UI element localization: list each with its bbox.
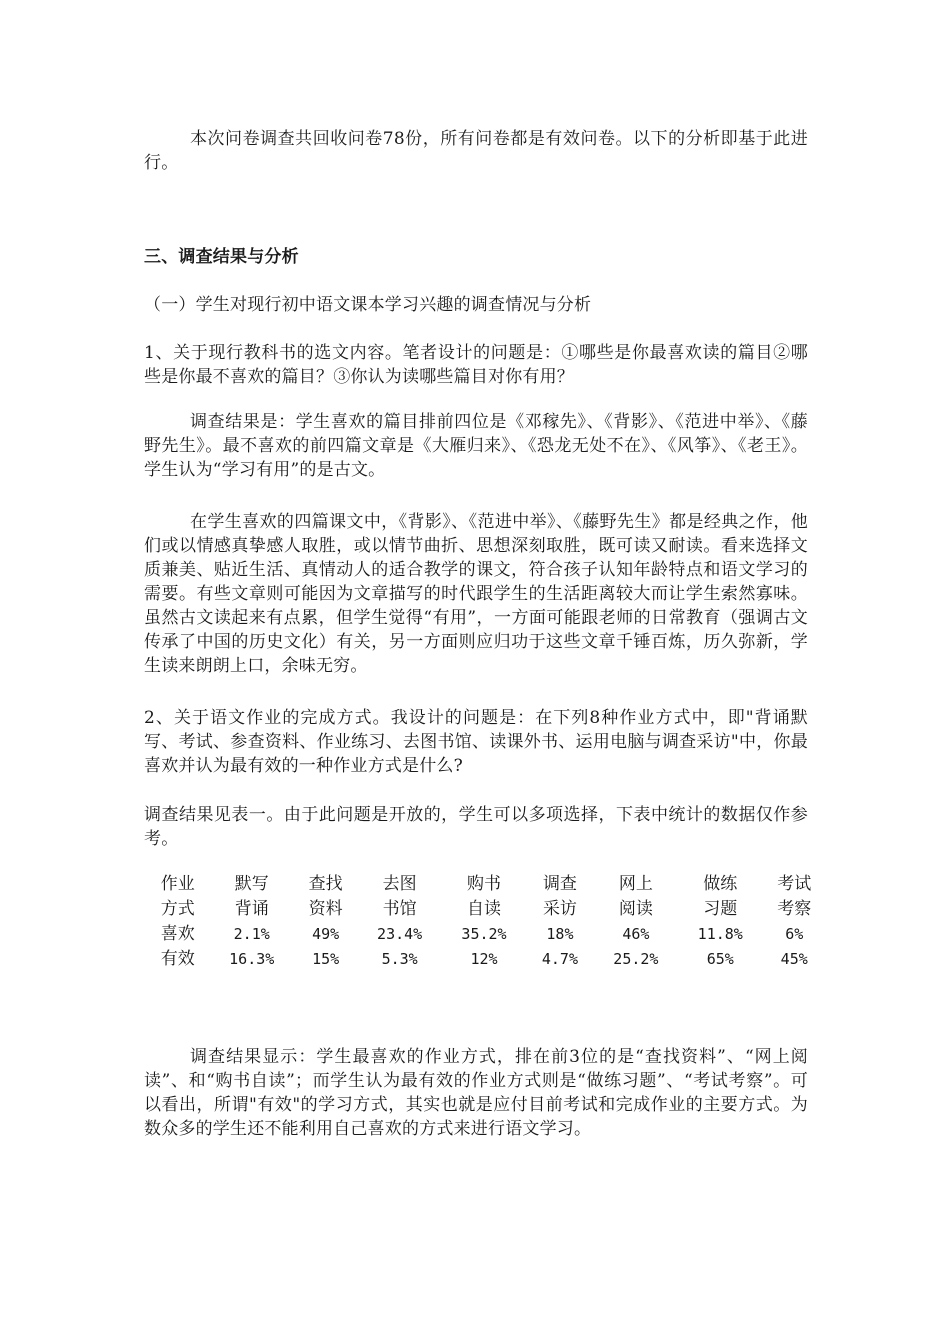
- table-cell: 5.3%: [381, 950, 418, 968]
- table-header-row: [146, 872, 826, 897]
- table-cell: 49%: [312, 925, 340, 943]
- table-header-cell: 网上: [618, 874, 653, 894]
- question-2-paragraph: 2、关于语文作业的完成方式。我设计的问题是：在下列8种作业方式中，即"背诵默写、考试、参查资料、作业练习、去图书馆、读课外书、运用电脑与调查采访"中，你最喜欢并认为最有效的一种作业方式是什么?: [144, 708, 808, 776]
- conclusion-paragraph: 调查结果显示：学生最喜欢的作业方式，排在前3位的是“查找资料”、“网上阅读”、和“购书自读”；而学生认为最有效的作业方式则是“做练习题”、“考试考察”。可以看出，所谓"有效"的学习方式，其实也就是应付目前考试和完成作业的主要方式。为数众多的学生还不能利用自己喜欢的方式来进行语文学习。: [144, 1047, 808, 1139]
- table-cell: 23.4%: [377, 925, 423, 943]
- table-cell: 12%: [470, 950, 498, 968]
- table-header-cell: 方式: [160, 899, 195, 919]
- table-header-cell: 查找: [308, 874, 343, 894]
- table-note-paragraph: 调查结果见表一。由于此问题是开放的，学生可以多项选择，下表中统计的数据仅作参考。: [144, 805, 808, 849]
- table-cell: 18%: [546, 925, 574, 943]
- table-header-cell: 做练: [703, 874, 738, 894]
- table-header-cell: 考察: [777, 899, 812, 919]
- table-cell: 46%: [622, 925, 650, 943]
- table-header-cell: 资料: [308, 899, 343, 919]
- table-cell: 35.2%: [461, 925, 507, 943]
- question-1-paragraph: 1、关于现行教科书的选文内容。笔者设计的问题是：①哪些是你最喜欢读的篇目②哪些是你最不喜欢的篇目？③你认为读哪些篇目对你有用？: [144, 343, 808, 387]
- table-header-cell: 默写: [234, 874, 269, 894]
- table-cell: 11.8%: [697, 925, 743, 943]
- question-1-analysis-paragraph: 在学生喜欢的四篇课文中，《背影》、《范进中举》、《藤野先生》都是经典之作，他们或以情感真挚感人取胜，或以情节曲折、思想深刻取胜，既可读又耐读。看来选择文质兼美、贴近生活、真情动人的适合教学的课文，符合孩子认知年龄特点和语文学习的需要。有些文章则可能因为文章描写的时代跟学生的生活距离较大而让学生索然寡味。虽然古文读起来有点累，但学生觉得“有用”，一方面可能跟老师的日常教育（强调古文传承了中国的历史文化）有关，另一方面则应归功于这些文章千锤百炼，历久弥新，学生读来朗朗上口，余味无穷。: [144, 512, 808, 676]
- table-cell: 16.3%: [229, 950, 275, 968]
- table-header-cell: 去图: [382, 874, 417, 894]
- subsection-heading: （一）学生对现行初中语文课本学习兴趣的调查情况与分析: [144, 295, 592, 315]
- table-header-cell: 考试: [777, 874, 812, 894]
- section-heading: 三、调查结果与分析: [144, 247, 299, 267]
- intro-paragraph: 本次问卷调查共回收问卷78份，所有问卷都是有效问卷。以下的分析即基于此进行。: [144, 129, 808, 173]
- table-cell: 2.1%: [233, 925, 270, 943]
- table-row-label: 有效: [160, 949, 195, 969]
- table-header-cell: 购书: [467, 874, 501, 894]
- table-header-cell: 习题: [703, 899, 738, 919]
- table-header-row: [146, 897, 826, 922]
- table-header-cell: 阅读: [618, 899, 653, 919]
- table-cell: 6%: [785, 925, 804, 943]
- table-header-cell: 自读: [467, 899, 501, 919]
- table-header-cell: 背诵: [234, 899, 269, 919]
- table-header-cell: 采访: [542, 899, 577, 919]
- table-header-cell: 作业: [160, 874, 195, 894]
- table-cell: 15%: [312, 950, 340, 968]
- table-cell: 65%: [706, 950, 734, 968]
- table-header-cell: 调查: [542, 874, 577, 894]
- table-row-label: 喜欢: [160, 924, 195, 944]
- table-cell: 4.7%: [541, 950, 578, 968]
- question-1-result-paragraph: 调查结果是：学生喜欢的篇目排前四位是《邓稼先》、《背影》、《范进中举》、《藤野先生》。最不喜欢的前四篇文章是《大雁归来》、《恐龙无处不在》、《风筝》、《老王》。学生认为“学习有用”的是古文。: [144, 412, 808, 480]
- table-row: [146, 947, 826, 972]
- survey-table: [146, 872, 826, 972]
- table-cell: 25.2%: [613, 950, 659, 968]
- table-cell: 45%: [780, 950, 808, 968]
- table-row: [146, 922, 826, 947]
- table-header-cell: 书馆: [382, 899, 417, 919]
